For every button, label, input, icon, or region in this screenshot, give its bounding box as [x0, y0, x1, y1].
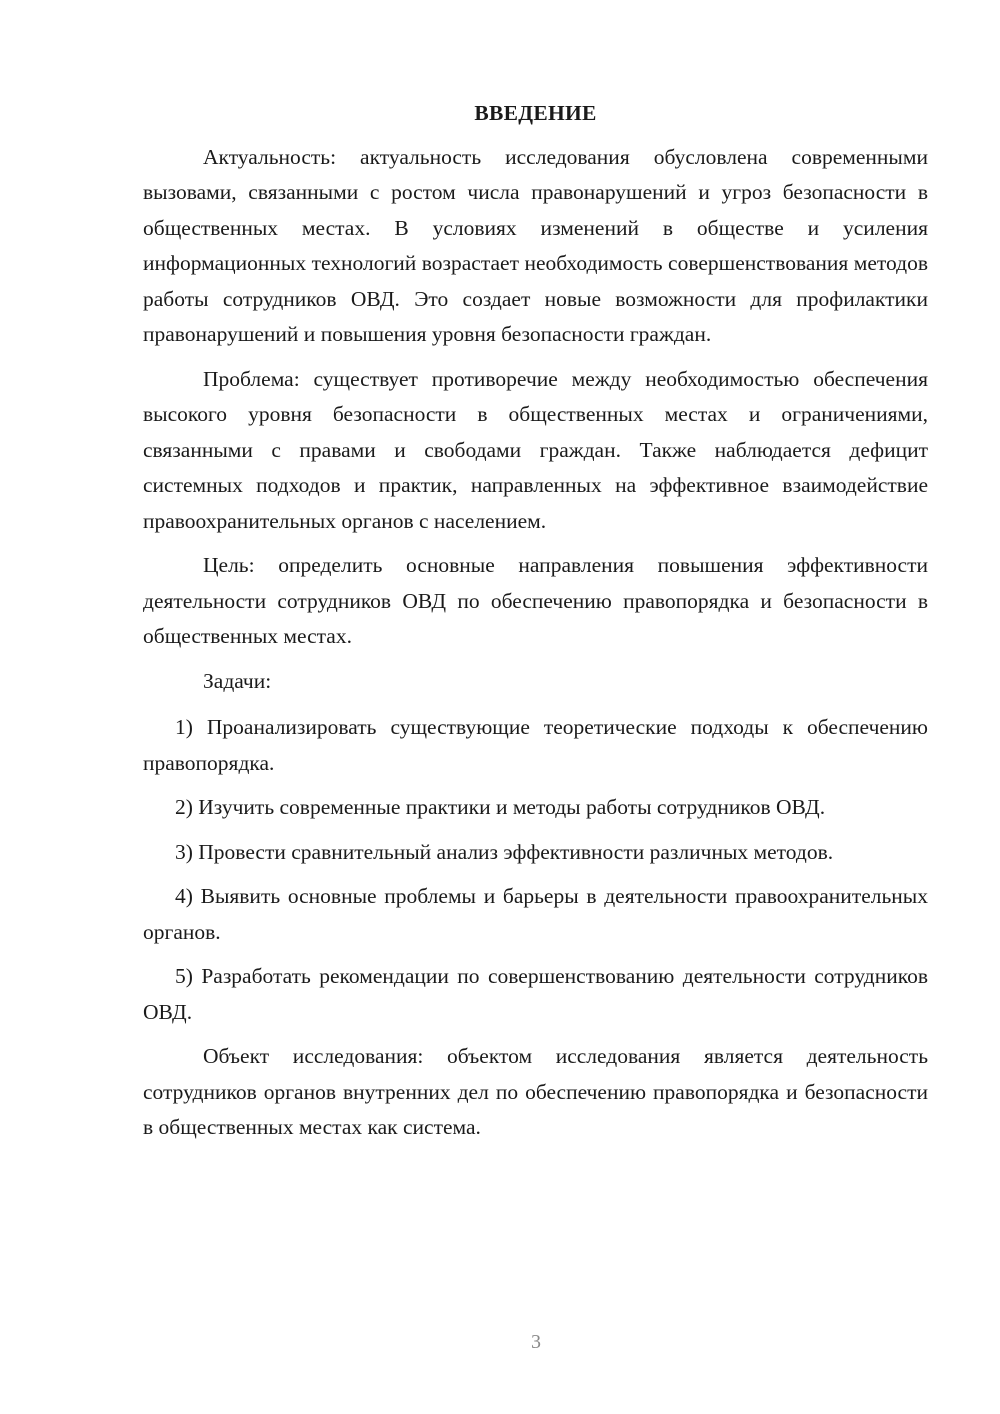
goal-paragraph: Цель: определить основные направления повышения эффективности деятельности сотрудников ОВД по обеспечению правопорядка и безопасности в общественных местах. — [143, 553, 928, 648]
task-item: 3) Провести сравнительный анализ эффективности различных методов. — [175, 839, 834, 864]
page-number: 3 — [531, 1331, 541, 1353]
task-item: 1) Проанализировать существующие теоретические подходы к обеспечению правопорядка. — [143, 715, 928, 775]
relevance-paragraph: Актуальность: актуальность исследования обусловлена современными вызовами, связанными с ростом числа правонарушений и угроз безопасности в общественных местах. В условиях изменений в обществе и усиления информационных технологий возрастает необходимость совершенствования методов работы сотрудников ОВД. Это создает новые возможности для профилактики правонарушений и повышения уровня безопасности граждан. — [143, 144, 928, 346]
tasks-list — [143, 710, 928, 1030]
task-item: 5) Разработать рекомендации по совершенствованию деятельности сотрудников ОВД. — [143, 964, 928, 1024]
object-paragraph: Объект исследования: объектом исследования является деятельность сотрудников органов внутренних дел по обеспечению правопорядка и безопасности в общественных местах как система. — [143, 1044, 928, 1139]
task-item: 4) Выявить основные проблемы и барьеры в деятельности правоохранительных органов. — [143, 884, 928, 944]
task-item: 2) Изучить современные практики и методы работы сотрудников ОВД. — [175, 795, 826, 819]
tasks-heading: Задачи: — [203, 668, 272, 693]
page-title: ВВЕДЕНИЕ — [474, 101, 597, 125]
problem-paragraph: Проблема: существует противоречие между необходимостью обеспечения высокого уровня безопасности в общественных местах и ограничениями, связанными с правами и свободами граждан. Также наблюдается дефицит системных подходов и практик, направленных на эффективное взаимодействие правоохранительных органов с населением. — [143, 366, 928, 533]
page-content — [143, 96, 928, 1155]
